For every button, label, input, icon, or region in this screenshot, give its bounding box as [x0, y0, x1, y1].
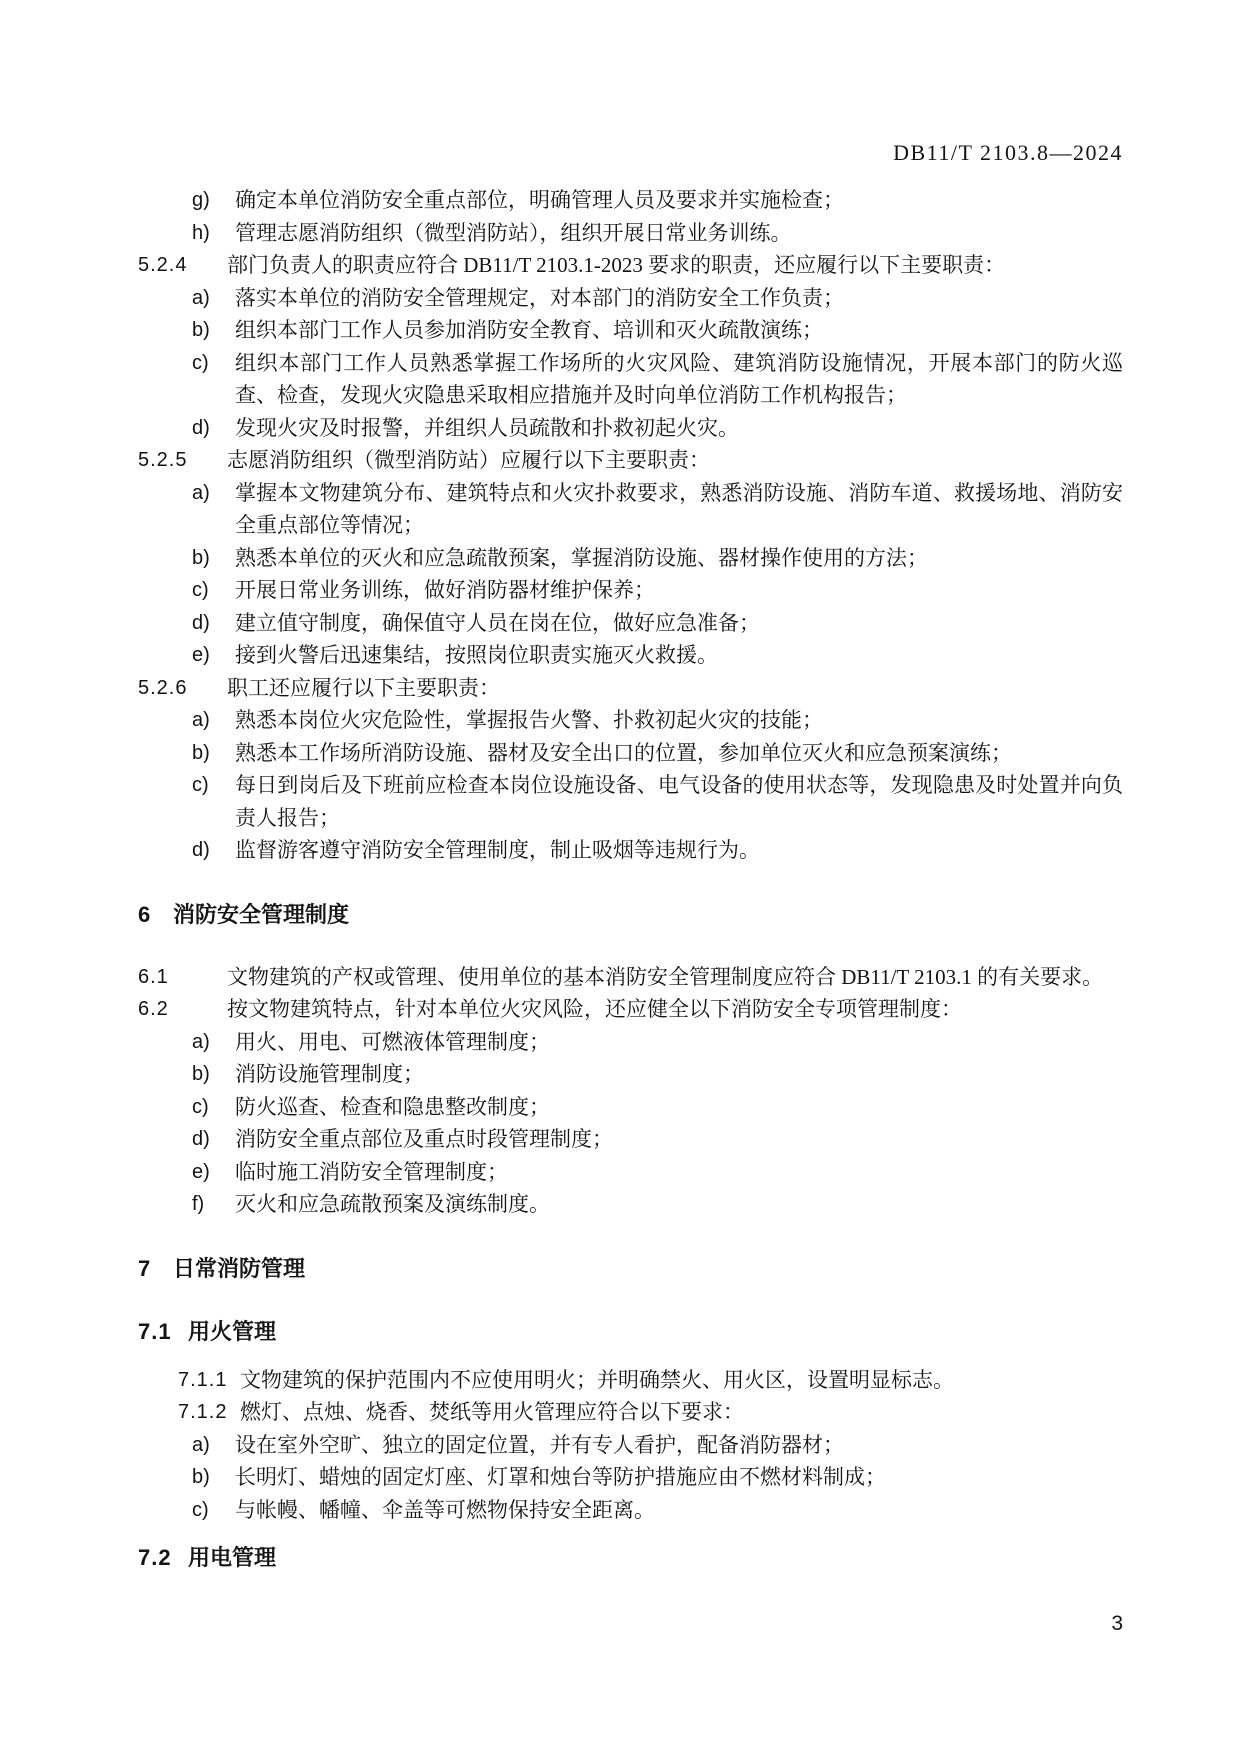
section-heading: [138, 1252, 1123, 1285]
list-item-text: 发现火灾及时报警，并组织人员疏散和扑救初起火灾。: [235, 415, 739, 440]
clause-number: 6.1: [138, 965, 169, 988]
list-item: [138, 1091, 1123, 1124]
list-item-text: 设在室外空旷、独立的固定位置，并有专人看护，配备消防器材；: [235, 1432, 844, 1457]
list-item-label: c): [192, 774, 209, 796]
subclause: [138, 1364, 1123, 1397]
clause: [138, 444, 1123, 477]
clause-text: 燃灯、点烛、烧香、焚纸等用火管理应符合以下要求：: [240, 1400, 744, 1424]
list-item-text: 防火巡查、检查和隐患整改制度；: [235, 1094, 550, 1119]
clause-number: 5.2.6: [138, 676, 188, 699]
list-item: [138, 347, 1123, 412]
list-item-label: f): [192, 1193, 205, 1215]
section-title: 日常消防管理: [173, 1255, 306, 1281]
list-item-text: 熟悉本单位的灭火和应急疏散预案，掌握消防设施、器材操作使用的方法；: [235, 545, 928, 570]
list-item-label: e): [192, 1160, 210, 1183]
list-item-text: 用火、用电、可燃液体管理制度；: [235, 1029, 550, 1054]
list-item: [138, 184, 1123, 217]
list-item: [138, 639, 1123, 672]
list-item-label: a): [192, 286, 210, 309]
list-item: [138, 1494, 1123, 1527]
list-item-label: h): [192, 221, 210, 244]
list-item: [138, 1058, 1123, 1091]
list-item-text: 组织本部门工作人员参加消防安全教育、培训和灭火疏散演练；: [235, 318, 823, 342]
list-item-label: c): [192, 1498, 209, 1521]
clause-text: 部门负责人的职责应符合 DB11/T 2103.1-2023 要求的职责，还应履行以下主要职责：: [227, 253, 1006, 277]
list-item: [138, 412, 1123, 445]
list-item-text: 开展日常业务训练，做好消防器材维护保养；: [235, 578, 655, 602]
clause-number: 5.2.4: [138, 254, 188, 276]
clause-text: 按文物建筑特点，针对本单位火灾风险，还应健全以下消防安全专项管理制度：: [227, 997, 962, 1021]
list-item: [138, 1026, 1123, 1059]
list-item: [138, 607, 1123, 640]
list-item: [138, 769, 1123, 834]
list-item-label: d): [192, 611, 210, 634]
clause-number: 6.2: [138, 998, 169, 1020]
section-number: 7: [138, 1255, 152, 1281]
clause-text: 职工还应履行以下主要职责：: [227, 675, 500, 700]
clause-number: 7.1.1: [178, 1368, 228, 1391]
list-item-label: d): [192, 1128, 210, 1150]
list-item-label: b): [192, 319, 210, 341]
list-item-text: 建立值守制度，确保值守人员在岗在位，做好应急准备；: [235, 610, 760, 635]
subsection-number: 7.2: [138, 1545, 172, 1570]
clause: [138, 249, 1123, 282]
list-item: [138, 314, 1123, 347]
list-item-label: a): [192, 709, 210, 731]
list-item-label: e): [192, 644, 210, 666]
list-item-label: a): [192, 481, 210, 504]
clause-number: 5.2.5: [138, 449, 188, 471]
list-item-text: 接到火警后迅速集结，按照岗位职责实施灭火救援。: [235, 643, 718, 667]
subsection-title: 用电管理: [188, 1545, 277, 1570]
subsection-title: 用火管理: [188, 1318, 277, 1344]
list-item: [138, 282, 1123, 315]
list-item-text: 落实本单位的消防安全管理规定，对本部门的消防安全工作负责；: [235, 285, 844, 310]
clause: [138, 993, 1123, 1026]
list-item-text: 熟悉本岗位火灾危险性，掌握报告火警、扑救初起火灾的技能；: [235, 708, 823, 732]
list-item: [138, 477, 1123, 542]
document-number-header: DB11/T 2103.8—2024: [893, 140, 1123, 165]
list-item: [138, 834, 1123, 867]
subsection-number: 7.1: [138, 1318, 172, 1344]
section-heading: [138, 898, 1123, 931]
list-item-label: b): [192, 1063, 210, 1085]
list-item-label: b): [192, 1466, 210, 1488]
list-item-label: a): [192, 1433, 210, 1456]
list-item-label: b): [192, 546, 210, 569]
list-item-text: 灭火和应急疏散预案及演练制度。: [235, 1192, 550, 1216]
list-item: [138, 1461, 1123, 1494]
list-item-text: 消防设施管理制度；: [235, 1062, 424, 1086]
list-item-label: g): [192, 189, 210, 211]
list-item-text: 管理志愿消防组织（微型消防站），组织开展日常业务训练。: [235, 220, 792, 245]
list-item-text: 长明灯、蜡烛的固定灯座、灯罩和烛台等防护措施应由不燃材料制成；: [235, 1465, 886, 1489]
page-number: 3: [1111, 1612, 1123, 1635]
list-item-text: 消防安全重点部位及重点时段管理制度；: [235, 1127, 613, 1151]
subclause: [138, 1396, 1123, 1429]
list-item-text: 熟悉本工作场所消防设施、器材及安全出口的位置，参加单位灭火和应急预案演练；: [235, 740, 1012, 765]
list-item-label: b): [192, 741, 210, 764]
list-item: [138, 1188, 1123, 1221]
section-number: 6: [138, 901, 152, 927]
clause-text: 志愿消防组织（微型消防站）应履行以下主要职责：: [227, 448, 710, 472]
clause-text: 文物建筑的保护范围内不应使用明火；并明确禁火、用火区，设置明显标志。: [240, 1367, 954, 1392]
section-title: 消防安全管理制度: [173, 901, 350, 927]
clause-text: 文物建筑的产权或管理、使用单位的基本消防安全管理制度应符合 DB11/T 2103.1 的有关要求。: [227, 964, 1104, 989]
list-item: [138, 737, 1123, 770]
list-item-text: 临时施工消防安全管理制度；: [235, 1159, 508, 1184]
list-item-label: c): [192, 579, 209, 601]
list-item: [138, 1123, 1123, 1156]
list-item-label: d): [192, 416, 210, 439]
list-item: [138, 1429, 1123, 1462]
list-item: [138, 1156, 1123, 1189]
document-body: [138, 184, 1123, 1590]
list-item: [138, 217, 1123, 250]
list-item-text: 与帐幔、幡幢、伞盖等可燃物保持安全距离。: [235, 1497, 655, 1522]
list-item-label: c): [192, 351, 209, 374]
list-item-text: 确定本单位消防安全重点部位，明确管理人员及要求并实施检查；: [235, 188, 844, 212]
list-item-text: 每日到岗后及下班前应检查本岗位设施设备、电气设备的使用状态等，发现隐患及时处置并向负责人报告；: [235, 773, 1123, 830]
list-item-text: 监督游客遵守消防安全管理制度，制止吸烟等违规行为。: [235, 838, 760, 862]
list-item-label: c): [192, 1095, 209, 1118]
clause: [138, 961, 1123, 994]
list-item: [138, 704, 1123, 737]
list-item-text: 掌握本文物建筑分布、建筑特点和火灾扑救要求，熟悉消防设施、消防车道、救援场地、消防安全重点部位等情况；: [235, 480, 1123, 537]
list-item: [138, 574, 1123, 607]
list-item-text: 组织本部门工作人员熟悉掌握工作场所的火灾风险、建筑消防设施情况，开展本部门的防火巡查、检查，发现火灾隐患采取相应措施并及时向单位消防工作机构报告；: [235, 350, 1123, 407]
clause-number: 7.1.2: [178, 1401, 228, 1423]
subsection-heading: [138, 1541, 1123, 1574]
subsection-heading: [138, 1315, 1123, 1348]
list-item: [138, 542, 1123, 575]
list-item-label: d): [192, 839, 210, 861]
clause: [138, 672, 1123, 705]
list-item-label: a): [192, 1030, 210, 1053]
